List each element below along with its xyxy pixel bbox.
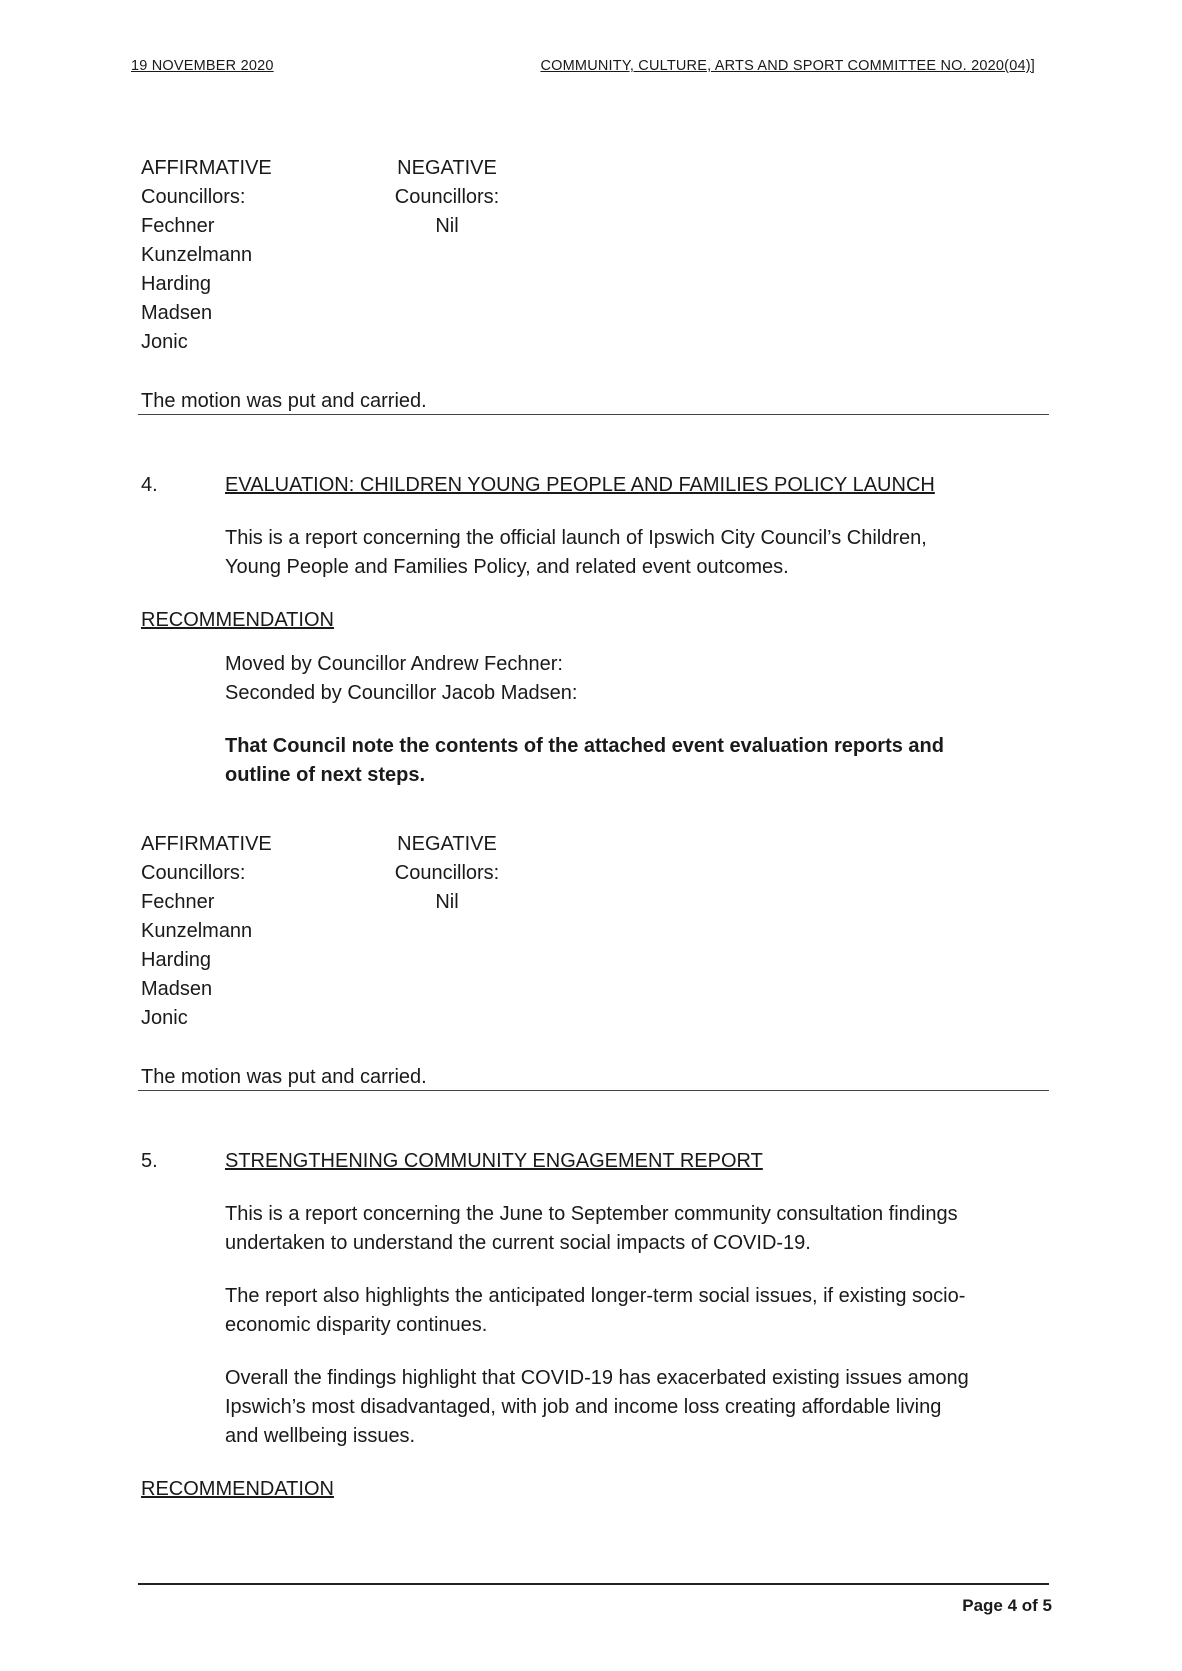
affirmative-heading: AFFIRMATIVE	[141, 833, 272, 855]
motion-result: The motion was put and carried.	[141, 390, 427, 412]
header-committee: COMMUNITY, CULTURE, ARTS AND SPORT COMMITTEE NO. 2020(04)]	[540, 58, 1035, 74]
item-body-line: Overall the findings highlight that COVID-19 has exacerbated existing issues among	[225, 1367, 969, 1389]
item-number: 4.	[141, 474, 158, 496]
affirmative-subheading: Councillors:	[141, 186, 246, 208]
item-title: STRENGTHENING COMMUNITY ENGAGEMENT REPORT	[225, 1150, 763, 1172]
affirmative-name: Harding	[141, 273, 212, 295]
item-body-line: Young People and Families Policy, and related event outcomes.	[225, 556, 789, 578]
affirmative-name: Jonic	[141, 331, 188, 353]
item-body-line: economic disparity continues.	[225, 1314, 488, 1336]
negative-subheading: Councillors:	[394, 186, 500, 208]
item-body-line: This is a report concerning the June to September community consultation findings	[225, 1203, 958, 1225]
affirmative-name: Fechner	[141, 215, 215, 237]
recommendation-heading: RECOMMENDATION	[141, 1478, 334, 1500]
section-divider	[138, 1090, 1049, 1091]
affirmative-name: Jonic	[141, 1007, 188, 1029]
seconded-by: Seconded by Councillor Jacob Madsen:	[225, 682, 578, 704]
page-number: Page 4 of 5	[962, 1596, 1052, 1615]
item-title: EVALUATION: CHILDREN YOUNG PEOPLE AND FAMILIES POLICY LAUNCH	[225, 474, 935, 496]
negative-heading: NEGATIVE	[397, 157, 497, 179]
footer-rule	[138, 1583, 1049, 1585]
affirmative-name: Madsen	[141, 302, 213, 324]
affirmative-name: Kunzelmann	[141, 920, 253, 942]
affirmative-heading: AFFIRMATIVE	[141, 157, 272, 179]
recommendation-heading: RECOMMENDATION	[141, 609, 334, 631]
item-body-line: undertaken to understand the current social impacts of COVID-19.	[225, 1232, 811, 1254]
section-divider	[138, 414, 1049, 415]
resolution-line: That Council note the contents of the attached event evaluation reports and	[225, 735, 944, 757]
affirmative-name: Madsen	[141, 978, 213, 1000]
negative-name: Nil	[435, 215, 459, 237]
negative-subheading: Councillors:	[394, 862, 500, 884]
negative-name: Nil	[435, 891, 459, 913]
item-body-line: This is a report concerning the official launch of Ipswich City Council’s Children,	[225, 527, 927, 549]
item-number: 5.	[141, 1150, 158, 1172]
moved-by: Moved by Councillor Andrew Fechner:	[225, 653, 563, 675]
affirmative-subheading: Councillors:	[141, 862, 246, 884]
affirmative-name: Kunzelmann	[141, 244, 253, 266]
motion-result: The motion was put and carried.	[141, 1066, 427, 1088]
item-body-line: and wellbeing issues.	[225, 1425, 416, 1447]
resolution-line: outline of next steps.	[225, 764, 426, 786]
negative-heading: NEGATIVE	[397, 833, 497, 855]
item-body-line: The report also highlights the anticipated longer-term social issues, if existing socio-	[225, 1285, 966, 1307]
affirmative-name: Fechner	[141, 891, 215, 913]
item-body-line: Ipswich’s most disadvantaged, with job and income loss creating affordable living	[225, 1396, 942, 1418]
affirmative-name: Harding	[141, 949, 212, 971]
header-date: 19 NOVEMBER 2020	[131, 58, 274, 74]
